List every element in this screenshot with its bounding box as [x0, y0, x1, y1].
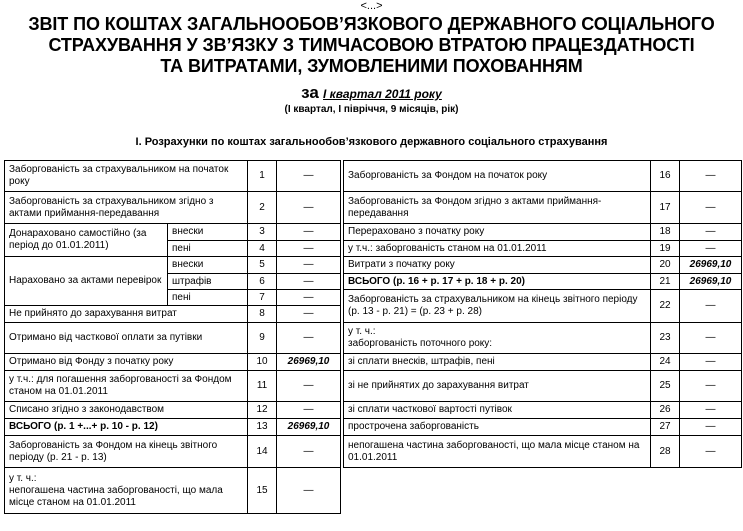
row-label: Заборгованість за страхувальником на кінець звітного періоду (р. 13 - р. 21) = (р. 23 + р. 28): [344, 290, 651, 323]
row-label: Заборгованість за Фондом на початок року: [344, 161, 651, 192]
row-label: у т.ч.: заборгованість станом на 01.01.2011: [344, 241, 651, 257]
row-label: [5, 468, 248, 514]
row-value: —: [277, 161, 341, 192]
row-number: 22: [651, 290, 680, 323]
table-row: [344, 192, 742, 224]
row-number: 15: [248, 468, 277, 514]
table-row: [344, 241, 742, 257]
table-row: [344, 257, 742, 274]
row-value: —: [680, 402, 742, 419]
row-value: —: [680, 241, 742, 257]
table-row: [344, 290, 742, 323]
row-label: Отримано від Фонду з початку року: [5, 354, 248, 371]
row-number: 24: [651, 354, 680, 371]
table-row: [5, 354, 341, 371]
table-row: [5, 224, 341, 241]
table-row: [5, 371, 341, 402]
row-label: зі сплати внесків, штрафів, пені: [344, 354, 651, 371]
period-note: (І квартал, І півріччя, 9 місяців, рік): [284, 104, 459, 115]
row-number: 8: [248, 306, 277, 323]
row-value: —: [277, 306, 341, 323]
row-value: 26969,10: [277, 354, 341, 371]
top-marker: <...>: [360, 0, 383, 12]
row-value: 26969,10: [277, 419, 341, 436]
row-sublabel: пені: [168, 290, 248, 306]
row-label: Витрати з початку року: [344, 257, 651, 274]
row-label: [344, 323, 651, 354]
table-row: [5, 402, 341, 419]
row-number: 16: [651, 161, 680, 192]
row-value: —: [680, 354, 742, 371]
table-row: [5, 436, 341, 468]
title-line-3: ТА ВИТРАТАМИ, ЗУМОВЛЕНИМИ ПОХОВАННЯМ: [160, 56, 583, 76]
row-number: 23: [651, 323, 680, 354]
row-label: Заборгованість за страхувальником на початок року: [5, 161, 248, 192]
table-row: [344, 371, 742, 402]
row-label: у т.ч.: для погашення заборгованості за Фондом станом на 01.01.2011: [5, 371, 248, 402]
row-value: —: [277, 436, 341, 468]
row-value: 26969,10: [680, 257, 742, 274]
row-label-line: непогашена частина заборгованості, що мала місце станом на 01.01.2011: [9, 484, 223, 508]
table-row: [5, 419, 341, 436]
row-number: 1: [248, 161, 277, 192]
row-value: —: [680, 371, 742, 402]
row-label-line: у т. ч.:: [348, 326, 376, 337]
row-number: 7: [248, 290, 277, 306]
row-label: Нараховано за актами перевірок: [5, 257, 168, 306]
row-value: —: [277, 257, 341, 274]
row-label: непогашена частина заборгованості, що мала місце станом на 01.01.2011: [344, 436, 651, 468]
row-number: 12: [248, 402, 277, 419]
row-sublabel: пені: [168, 241, 248, 257]
row-number: 21: [651, 274, 680, 290]
row-value: —: [277, 224, 341, 241]
row-number: 9: [248, 323, 277, 354]
period-value: І квартал 2011 року: [323, 87, 442, 101]
row-number: 6: [248, 274, 277, 290]
table-row: [344, 274, 742, 290]
row-number: 27: [651, 419, 680, 436]
row-sublabel: штрафів: [168, 274, 248, 290]
table-row: [5, 468, 341, 514]
row-value: —: [680, 192, 742, 224]
row-value: —: [277, 290, 341, 306]
row-number: 10: [248, 354, 277, 371]
row-label: Отримано від часткової оплати за путівки: [5, 323, 248, 354]
row-number: 13: [248, 419, 277, 436]
left-table: [4, 160, 341, 514]
row-value: —: [277, 402, 341, 419]
row-value: —: [680, 290, 742, 323]
row-label-line: заборгованість поточного року:: [348, 338, 493, 349]
table-row: [5, 192, 341, 224]
row-number: 25: [651, 371, 680, 402]
table-row: [5, 306, 341, 323]
row-label: Донараховано самостійно (за період до 01.01.2011): [5, 224, 168, 257]
table-row: [5, 323, 341, 354]
table-row: [5, 161, 341, 192]
row-label: Заборгованість за Фондом згідно з актами приймання-передавання: [344, 192, 651, 224]
period-prefix: за: [301, 83, 319, 102]
row-number: 11: [248, 371, 277, 402]
row-number: 18: [651, 224, 680, 241]
row-number: 26: [651, 402, 680, 419]
row-label: Не прийнято до зарахування витрат: [5, 306, 248, 323]
right-table: [343, 160, 742, 468]
row-sublabel: внески: [168, 257, 248, 274]
row-number: 28: [651, 436, 680, 468]
row-value: —: [277, 323, 341, 354]
row-value: —: [277, 371, 341, 402]
row-number: 2: [248, 192, 277, 224]
row-label-line: у т. ч.:: [9, 472, 37, 484]
row-label: зі сплати часткової вартості путівок: [344, 402, 651, 419]
section-title: І. Розрахунки по коштах загальнообов’язкового державного соціального страхування: [135, 136, 608, 148]
row-value: —: [680, 436, 742, 468]
row-label: Заборгованість за Фондом на кінець звітного періоду (р. 21 - р. 13): [5, 436, 248, 468]
row-number: 14: [248, 436, 277, 468]
table-row: [344, 323, 742, 354]
row-value: —: [680, 419, 742, 436]
row-value: —: [277, 241, 341, 257]
row-value: —: [680, 323, 742, 354]
row-value: —: [277, 468, 341, 514]
row-number: 4: [248, 241, 277, 257]
table-row: [344, 402, 742, 419]
title-line-2: СТРАХУВАННЯ У ЗВ’ЯЗКУ З ТИМЧАСОВОЮ ВТРАТОЮ ПРАЦЕЗДАТНОСТІ: [48, 35, 695, 55]
table-row: [344, 224, 742, 241]
row-value: —: [680, 224, 742, 241]
row-label: прострочена заборгованість: [344, 419, 651, 436]
title-line-1: ЗВІТ ПО КОШТАХ ЗАГАЛЬНООБОВ’ЯЗКОВОГО ДЕРЖАВНОГО СОЦІАЛЬНОГО: [28, 14, 715, 34]
report-period: [0, 84, 743, 103]
row-value: 26969,10: [680, 274, 742, 290]
row-value: —: [277, 274, 341, 290]
table-row: [344, 161, 742, 192]
table-row: [5, 257, 341, 274]
row-label: Перераховано з початку року: [344, 224, 651, 241]
row-sublabel: внески: [168, 224, 248, 241]
row-value: —: [277, 192, 341, 224]
row-number: 5: [248, 257, 277, 274]
row-number: 17: [651, 192, 680, 224]
row-label: Заборгованість за страхувальником згідно з актами приймання-передавання: [5, 192, 248, 224]
row-label: зі не прийнятих до зарахування витрат: [344, 371, 651, 402]
row-label: Списано згідно з законодавством: [5, 402, 248, 419]
table-row: [344, 436, 742, 468]
row-value: —: [680, 161, 742, 192]
row-number: 20: [651, 257, 680, 274]
row-label: ВСЬОГО (р. 1 +...+ р. 10 - р. 12): [5, 419, 248, 436]
table-row: [344, 354, 742, 371]
table-row: [344, 419, 742, 436]
row-label: ВСЬОГО (р. 16 + р. 17 + р. 18 + р. 20): [344, 274, 651, 290]
row-number: 3: [248, 224, 277, 241]
report-title: [0, 14, 743, 77]
row-number: 19: [651, 241, 680, 257]
